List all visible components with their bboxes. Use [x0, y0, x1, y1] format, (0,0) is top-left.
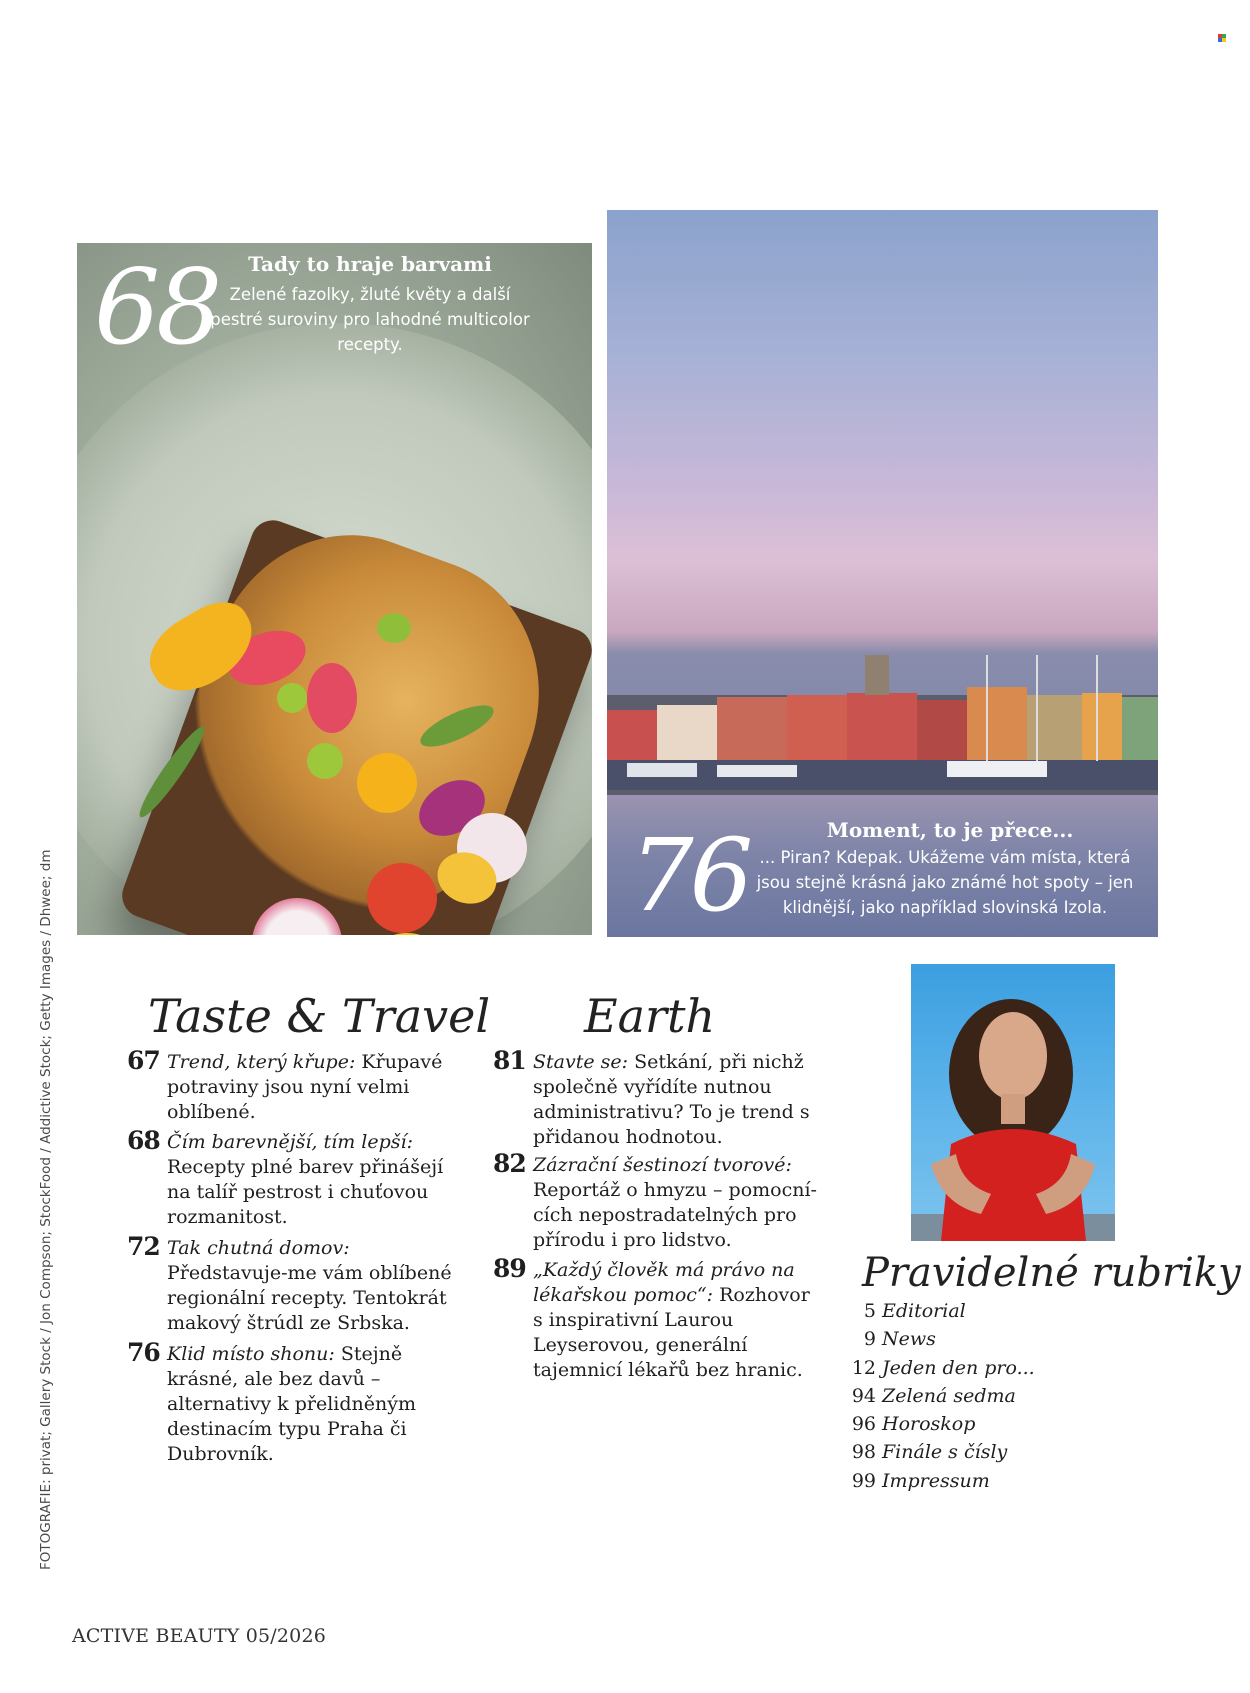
toc-text: Křupavé potraviny jsou nyní velmi oblíbené.	[167, 1051, 443, 1123]
regular-item[interactable]	[836, 1467, 1136, 1495]
toc-lead: Klid místo shonu:	[167, 1343, 335, 1365]
feature-description: ... Piran? Kdepak. Ukážeme vám místa, která jsou stejně krásná jako známé hot spoty – jen klidnější, jako například slovinská Izola.	[756, 848, 1134, 917]
section-heading-earth: Earth	[584, 989, 716, 1043]
feature-title: Tady to hraje barvami	[248, 252, 492, 276]
toc-text: Stejně krásné, ale bez davů – alternativy k přelidněným destinacím typu Praha či Dubrovník.	[167, 1343, 416, 1465]
toc-lead: Tak chutná domov:	[167, 1237, 350, 1259]
town-skyline	[607, 655, 1158, 795]
toc-entry[interactable]	[493, 1254, 823, 1383]
toc-page-number: 76	[127, 1338, 160, 1367]
regular-label: Editorial	[882, 1300, 966, 1322]
toc-lead: Čím barevnější, tím lepší:	[167, 1131, 413, 1153]
regular-page-number: 5	[863, 1300, 876, 1322]
feature-description: Zelené fazolky, žluté květy a další pestré suroviny pro lahodné multicolor recepty.	[210, 285, 530, 354]
regular-page-number: 96	[851, 1413, 876, 1436]
toc-text: Představuje-me vám oblíbené regionální recepty. Tentokrát makový štrúdl ze Srbska.	[167, 1262, 452, 1334]
toc-entry[interactable]	[127, 1232, 457, 1336]
regular-item[interactable]	[836, 1438, 1136, 1466]
regular-label: Jeden den pro...	[882, 1356, 1035, 1379]
toc-lead: Stavte se:	[533, 1051, 629, 1073]
toc-text: Recepty plné barev přinášejí na talíř pestrost i chuťovou rozmanitost.	[167, 1156, 444, 1228]
regular-page-number: 12	[851, 1356, 876, 1379]
toc-entry[interactable]	[493, 1046, 823, 1150]
toc-lead: „Každý člověk má právo na lékařskou pomoc“:	[533, 1259, 795, 1306]
regular-page-number: 99	[851, 1469, 876, 1492]
toc-text: Rozhovor s inspirativní Laurou Leyserovou, generální tajemnicí lékařů bez hranic.	[533, 1284, 810, 1381]
regular-label: Horoskop	[882, 1413, 976, 1436]
toc-page-number: 72	[127, 1232, 160, 1261]
toc-page-number: 81	[493, 1046, 526, 1075]
toc-text: Reportáž o hmyzu – pomocní-cích nepostradatelných pro přírodu i pro lidstvo.	[533, 1179, 817, 1251]
toc-text: Setkání, při nichž společně vyřídíte nutnou administrativu? To je trend s přidanou hodnotou.	[533, 1051, 810, 1148]
regular-page-number: 94	[851, 1384, 876, 1407]
regular-label: News	[882, 1328, 936, 1351]
feature-page-number: 76	[630, 817, 750, 934]
color-registration-mark	[1218, 34, 1226, 42]
section-heading-regular: Pravidelné rubriky	[862, 1250, 1241, 1296]
regular-page-number: 98	[851, 1441, 876, 1464]
toc-lead: Trend, který křupe:	[167, 1051, 356, 1073]
toc-page-number: 68	[127, 1126, 160, 1155]
toc-entry[interactable]	[493, 1149, 823, 1253]
regular-label: Impressum	[882, 1469, 990, 1492]
regular-label: Zelená sedma	[882, 1384, 1016, 1407]
regular-item[interactable]	[836, 1297, 1136, 1325]
toc-page-number: 89	[493, 1254, 526, 1283]
toc-lead: Zázrační šestinozí tvorové:	[533, 1154, 792, 1176]
toc-entry[interactable]	[127, 1126, 457, 1230]
feature-title: Moment, to je přece...	[826, 818, 1074, 842]
regular-item[interactable]	[836, 1382, 1136, 1410]
toc-page-number: 67	[127, 1046, 160, 1075]
regular-page-number: 9	[863, 1328, 876, 1351]
photo-credits: FOTOGRAFIE: privat; Gallery Stock / Jon Compson; StockFood / Addictive Stock; Getty Images / Dhwee; dm	[38, 849, 54, 1570]
regular-label: Finále s čísly	[882, 1441, 1008, 1464]
magazine-footer: ACTIVE BEAUTY 05/2026	[72, 1625, 327, 1647]
regular-item[interactable]	[836, 1354, 1136, 1382]
section-heading-taste-travel: Taste & Travel	[148, 989, 491, 1043]
regular-list	[836, 1297, 1136, 1495]
feature-page-number: 68	[94, 246, 219, 368]
portrait-photo	[911, 964, 1115, 1241]
regular-item[interactable]	[836, 1325, 1136, 1353]
regular-item[interactable]	[836, 1410, 1136, 1438]
toc-entry[interactable]	[127, 1046, 457, 1125]
toc-page-number: 82	[493, 1149, 526, 1178]
toc-entry[interactable]	[127, 1338, 457, 1467]
